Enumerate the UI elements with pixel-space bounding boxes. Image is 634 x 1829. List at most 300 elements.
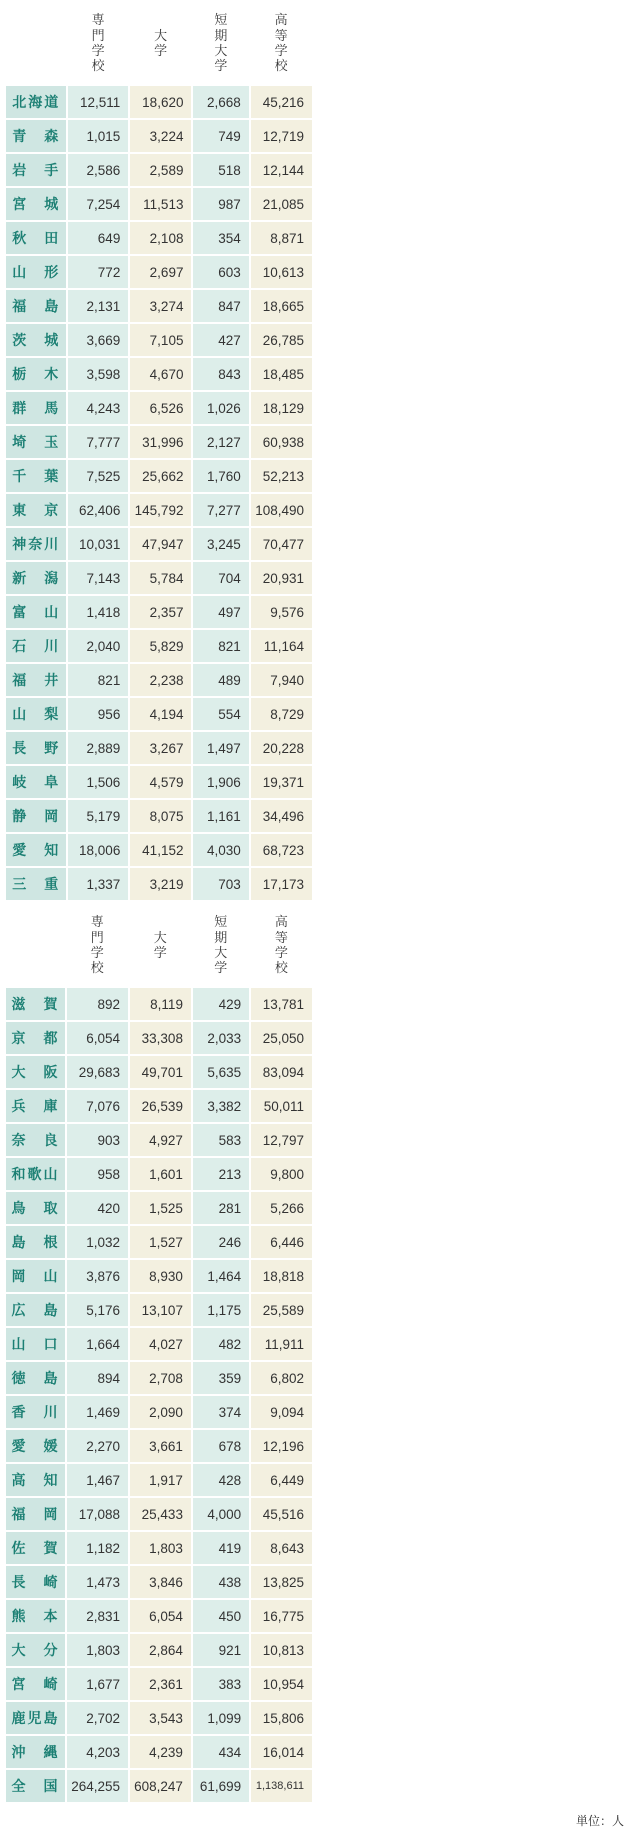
prefecture-label: 愛 知 — [6, 834, 66, 866]
cell-value: 11,513 — [130, 188, 191, 220]
cell-value: 5,176 — [67, 1294, 128, 1326]
prefecture-label: 長 野 — [6, 732, 66, 764]
table-row — [6, 1056, 312, 1088]
table-row — [6, 1668, 312, 1700]
cell-value: 383 — [193, 1668, 249, 1700]
cell-value: 6,802 — [251, 1362, 312, 1394]
cell-value: 3,661 — [130, 1430, 191, 1462]
table-row — [6, 1090, 312, 1122]
cell-value: 41,152 — [130, 834, 191, 866]
cell-value: 1,015 — [68, 120, 128, 152]
cell-value: 12,797 — [251, 1124, 312, 1156]
table-row — [6, 1226, 312, 1258]
header-corner-blank — [6, 2, 66, 84]
cell-value: 1,527 — [130, 1226, 191, 1258]
cell-value: 4,027 — [130, 1328, 191, 1360]
prefecture-label: 京 都 — [6, 1022, 65, 1054]
prefecture-label: 山 形 — [6, 256, 66, 288]
student-table-left — [4, 0, 314, 902]
cell-value: 3,267 — [130, 732, 191, 764]
cell-value: 13,825 — [251, 1566, 312, 1598]
cell-value: 15,806 — [251, 1702, 312, 1734]
prefecture-label: 鹿児島 — [6, 1702, 65, 1734]
cell-value: 16,014 — [251, 1736, 312, 1768]
prefecture-label: 群 馬 — [6, 392, 66, 424]
cell-value: 2,831 — [67, 1600, 128, 1632]
cell-value: 16,775 — [251, 1600, 312, 1632]
student-table-right — [4, 902, 314, 1804]
cell-value: 956 — [68, 698, 128, 730]
cell-value: 213 — [193, 1158, 249, 1190]
cell-value: 1,026 — [193, 392, 248, 424]
cell-value: 12,196 — [251, 1430, 312, 1462]
prefecture-label: 東 京 — [6, 494, 66, 526]
cell-value: 29,683 — [67, 1056, 128, 1088]
prefecture-label: 青 森 — [6, 120, 66, 152]
table-row — [6, 86, 312, 118]
cell-value: 4,203 — [67, 1736, 128, 1768]
cell-value: 25,662 — [130, 460, 191, 492]
table-row — [6, 1396, 312, 1428]
prefecture-label: 福 岡 — [6, 1498, 65, 1530]
prefecture-label: 全 国 — [6, 1770, 65, 1802]
cell-value: 9,576 — [251, 596, 312, 628]
cell-value: 5,635 — [193, 1056, 249, 1088]
cell-value: 1,175 — [193, 1294, 249, 1326]
table-row — [6, 1022, 312, 1054]
unit-note: 単位：人 — [575, 1814, 624, 1828]
cell-value: 7,076 — [67, 1090, 128, 1122]
cell-value: 25,589 — [251, 1294, 312, 1326]
table-row — [6, 154, 312, 186]
cell-value: 843 — [193, 358, 248, 390]
cell-value: 429 — [193, 988, 249, 1020]
cell-value: 6,054 — [130, 1600, 191, 1632]
cell-value: 4,030 — [193, 834, 248, 866]
cell-value: 50,011 — [251, 1090, 312, 1122]
prefecture-label: 岡 山 — [6, 1260, 65, 1292]
prefecture-label: 秋 田 — [6, 222, 66, 254]
cell-value: 6,054 — [67, 1022, 128, 1054]
table-row — [6, 256, 312, 288]
table-row — [6, 1702, 312, 1734]
cell-value: 1,506 — [68, 766, 128, 798]
cell-value: 678 — [193, 1430, 249, 1462]
cell-value: 19,371 — [251, 766, 312, 798]
table-row — [6, 460, 312, 492]
cell-value: 1,525 — [130, 1192, 191, 1224]
cell-value: 7,777 — [68, 426, 128, 458]
prefecture-label: 愛 媛 — [6, 1430, 65, 1462]
cell-value: 8,075 — [130, 800, 191, 832]
prefecture-label: 石 川 — [6, 630, 66, 662]
cell-value: 2,589 — [130, 154, 191, 186]
cell-value: 2,708 — [130, 1362, 191, 1394]
cell-value: 3,598 — [68, 358, 128, 390]
prefecture-label: 奈 良 — [6, 1124, 65, 1156]
cell-value: 21,085 — [251, 188, 312, 220]
cell-value: 4,239 — [130, 1736, 191, 1768]
cell-value: 68,723 — [251, 834, 312, 866]
cell-value: 3,876 — [67, 1260, 128, 1292]
header-col-2: 短期大学 — [193, 2, 248, 84]
cell-value: 704 — [193, 562, 248, 594]
cell-value: 7,254 — [68, 188, 128, 220]
table-row — [6, 1260, 312, 1292]
table-row — [6, 664, 312, 696]
cell-value: 1,473 — [67, 1566, 128, 1598]
prefecture-label: 島 根 — [6, 1226, 65, 1258]
table-row — [6, 988, 312, 1020]
cell-value: 25,433 — [130, 1498, 191, 1530]
cell-value: 7,105 — [130, 324, 191, 356]
prefecture-label: 岩 手 — [6, 154, 66, 186]
table-row — [6, 1192, 312, 1224]
prefecture-label: 熊 本 — [6, 1600, 65, 1632]
cell-value: 5,179 — [68, 800, 128, 832]
prefecture-label: 佐 賀 — [6, 1532, 65, 1564]
cell-value: 2,033 — [193, 1022, 249, 1054]
cell-value: 1,677 — [67, 1668, 128, 1700]
cell-value: 47,947 — [130, 528, 191, 560]
prefecture-label: 香 川 — [6, 1396, 65, 1428]
header-col-1: 大学 — [130, 904, 191, 986]
table-row — [6, 834, 312, 866]
cell-value: 4,579 — [130, 766, 191, 798]
table-row — [6, 732, 312, 764]
prefecture-label: 岐 阜 — [6, 766, 66, 798]
table-pane-left — [4, 0, 314, 902]
cell-value: 2,586 — [68, 154, 128, 186]
prefecture-label: 静 岡 — [6, 800, 66, 832]
prefecture-label: 新 潟 — [6, 562, 66, 594]
cell-value: 583 — [193, 1124, 249, 1156]
cell-value: 1,664 — [67, 1328, 128, 1360]
cell-value: 49,701 — [130, 1056, 191, 1088]
cell-value: 2,668 — [193, 86, 248, 118]
cell-value: 1,464 — [193, 1260, 249, 1292]
cell-value: 45,516 — [251, 1498, 312, 1530]
cell-value: 18,818 — [251, 1260, 312, 1292]
prefecture-label: 沖 縄 — [6, 1736, 65, 1768]
cell-value: 749 — [193, 120, 248, 152]
cell-value: 434 — [193, 1736, 249, 1768]
cell-value: 6,449 — [251, 1464, 312, 1496]
table-row — [6, 1600, 312, 1632]
cell-value: 3,245 — [193, 528, 248, 560]
cell-value: 7,277 — [193, 494, 248, 526]
cell-value: 1,917 — [130, 1464, 191, 1496]
prefecture-label: 福 井 — [6, 664, 66, 696]
table-row — [6, 120, 312, 152]
cell-value: 450 — [193, 1600, 249, 1632]
cell-value: 60,938 — [251, 426, 312, 458]
cell-value: 17,173 — [251, 868, 312, 900]
cell-value: 892 — [67, 988, 128, 1020]
cell-value: 821 — [68, 664, 128, 696]
cell-value: 1,032 — [67, 1226, 128, 1258]
cell-value: 6,526 — [130, 392, 191, 424]
cell-value: 10,613 — [251, 256, 312, 288]
cell-value: 2,238 — [130, 664, 191, 696]
table-row — [6, 494, 312, 526]
cell-value: 3,543 — [130, 1702, 191, 1734]
header-corner-blank — [6, 904, 65, 986]
cell-value: 428 — [193, 1464, 249, 1496]
table-row — [6, 1634, 312, 1666]
cell-value: 2,357 — [130, 596, 191, 628]
table-row — [6, 868, 312, 900]
header-col-0: 専門学校 — [68, 2, 128, 84]
cell-value: 2,090 — [130, 1396, 191, 1428]
table-pane-right — [4, 902, 314, 1804]
cell-value: 45,216 — [251, 86, 312, 118]
table-row — [6, 766, 312, 798]
cell-value: 8,871 — [251, 222, 312, 254]
cell-value: 2,131 — [68, 290, 128, 322]
cell-value: 438 — [193, 1566, 249, 1598]
cell-value: 5,266 — [251, 1192, 312, 1224]
table-row — [6, 358, 312, 390]
cell-value: 2,702 — [67, 1702, 128, 1734]
cell-value: 3,846 — [130, 1566, 191, 1598]
cell-value: 33,308 — [130, 1022, 191, 1054]
cell-value: 18,485 — [251, 358, 312, 390]
cell-value: 554 — [193, 698, 248, 730]
cell-value: 1,138,611 — [251, 1770, 312, 1802]
cell-value: 3,219 — [130, 868, 191, 900]
cell-value: 2,361 — [130, 1668, 191, 1700]
cell-value: 3,669 — [68, 324, 128, 356]
cell-value: 4,194 — [130, 698, 191, 730]
cell-value: 847 — [193, 290, 248, 322]
table-row — [6, 1362, 312, 1394]
table-row — [6, 800, 312, 832]
cell-value: 246 — [193, 1226, 249, 1258]
cell-value: 3,274 — [130, 290, 191, 322]
table-row — [6, 222, 312, 254]
cell-value: 958 — [67, 1158, 128, 1190]
cell-value: 25,050 — [251, 1022, 312, 1054]
prefecture-label: 山 梨 — [6, 698, 66, 730]
cell-value: 921 — [193, 1634, 249, 1666]
cell-value: 497 — [193, 596, 248, 628]
cell-value: 8,729 — [251, 698, 312, 730]
cell-value: 5,829 — [130, 630, 191, 662]
prefecture-label: 広 島 — [6, 1294, 65, 1326]
table-row — [6, 1498, 312, 1530]
cell-value: 52,213 — [251, 460, 312, 492]
table-header-row — [6, 2, 312, 84]
cell-value: 83,094 — [251, 1056, 312, 1088]
cell-value: 2,697 — [130, 256, 191, 288]
table-row — [6, 1124, 312, 1156]
prefecture-label: 北海道 — [6, 86, 66, 118]
cell-value: 1,469 — [67, 1396, 128, 1428]
cell-value: 18,129 — [251, 392, 312, 424]
cell-value: 703 — [193, 868, 248, 900]
table-row — [6, 426, 312, 458]
cell-value: 1,601 — [130, 1158, 191, 1190]
table-row — [6, 290, 312, 322]
header-col-3: 高等学校 — [251, 904, 312, 986]
prefecture-label: 千 葉 — [6, 460, 66, 492]
cell-value: 7,525 — [68, 460, 128, 492]
cell-value: 1,467 — [67, 1464, 128, 1496]
table-header-row — [6, 904, 312, 986]
prefecture-label: 栃 木 — [6, 358, 66, 390]
header-col-3: 高等学校 — [251, 2, 312, 84]
table-row — [6, 1532, 312, 1564]
cell-value: 3,224 — [130, 120, 191, 152]
cell-value: 8,643 — [251, 1532, 312, 1564]
cell-value: 34,496 — [251, 800, 312, 832]
cell-value: 1,803 — [130, 1532, 191, 1564]
cell-value: 1,337 — [68, 868, 128, 900]
prefecture-label: 福 島 — [6, 290, 66, 322]
table-row — [6, 1464, 312, 1496]
cell-value: 18,620 — [130, 86, 191, 118]
cell-value: 374 — [193, 1396, 249, 1428]
prefecture-label: 茨 城 — [6, 324, 66, 356]
cell-value: 1,182 — [67, 1532, 128, 1564]
table-row — [6, 1158, 312, 1190]
cell-value: 7,940 — [251, 664, 312, 696]
cell-value: 2,108 — [130, 222, 191, 254]
cell-value: 4,243 — [68, 392, 128, 424]
table-row — [6, 1430, 312, 1462]
cell-value: 11,164 — [251, 630, 312, 662]
cell-value: 2,127 — [193, 426, 248, 458]
cell-value: 354 — [193, 222, 248, 254]
prefecture-label: 宮 崎 — [6, 1668, 65, 1700]
header-col-1: 大学 — [130, 2, 191, 84]
cell-value: 1,497 — [193, 732, 248, 764]
cell-value: 10,813 — [251, 1634, 312, 1666]
table-row — [6, 1566, 312, 1598]
table-row — [6, 698, 312, 730]
table-row — [6, 630, 312, 662]
table-row — [6, 1294, 312, 1326]
cell-value: 4,670 — [130, 358, 191, 390]
cell-value: 264,255 — [67, 1770, 128, 1802]
cell-value: 8,930 — [130, 1260, 191, 1292]
cell-value: 11,911 — [251, 1328, 312, 1360]
cell-value: 489 — [193, 664, 248, 696]
cell-value: 70,477 — [251, 528, 312, 560]
cell-value: 13,781 — [251, 988, 312, 1020]
cell-value: 427 — [193, 324, 248, 356]
cell-value: 5,784 — [130, 562, 191, 594]
cell-value: 772 — [68, 256, 128, 288]
prefecture-label: 神奈川 — [6, 528, 66, 560]
prefecture-label: 鳥 取 — [6, 1192, 65, 1224]
prefecture-label: 山 口 — [6, 1328, 65, 1360]
cell-value: 13,107 — [130, 1294, 191, 1326]
cell-value: 8,119 — [130, 988, 191, 1020]
cell-value: 821 — [193, 630, 248, 662]
prefecture-label: 大 分 — [6, 1634, 65, 1666]
prefecture-label: 徳 島 — [6, 1362, 65, 1394]
prefecture-label: 大 阪 — [6, 1056, 65, 1088]
table-row — [6, 324, 312, 356]
cell-value: 18,006 — [68, 834, 128, 866]
cell-value: 20,931 — [251, 562, 312, 594]
cell-value: 31,996 — [130, 426, 191, 458]
table-row — [6, 596, 312, 628]
cell-value: 608,247 — [130, 1770, 191, 1802]
cell-value: 10,954 — [251, 1668, 312, 1700]
cell-value: 2,270 — [67, 1430, 128, 1462]
prefecture-label: 兵 庫 — [6, 1090, 65, 1122]
cell-value: 61,699 — [193, 1770, 249, 1802]
cell-value: 281 — [193, 1192, 249, 1224]
cell-value: 419 — [193, 1532, 249, 1564]
cell-value: 108,490 — [251, 494, 312, 526]
prefecture-label: 宮 城 — [6, 188, 66, 220]
cell-value: 12,144 — [251, 154, 312, 186]
cell-value: 518 — [193, 154, 248, 186]
cell-value: 359 — [193, 1362, 249, 1394]
table-row — [6, 1736, 312, 1768]
cell-value: 1,418 — [68, 596, 128, 628]
prefecture-label: 高 知 — [6, 1464, 65, 1496]
cell-value: 1,760 — [193, 460, 248, 492]
table-row — [6, 1328, 312, 1360]
cell-value: 12,719 — [251, 120, 312, 152]
cell-value: 987 — [193, 188, 248, 220]
cell-value: 20,228 — [251, 732, 312, 764]
prefecture-label: 三 重 — [6, 868, 66, 900]
cell-value: 1,161 — [193, 800, 248, 832]
table-row — [6, 392, 312, 424]
cell-value: 18,665 — [251, 290, 312, 322]
cell-value: 3,382 — [193, 1090, 249, 1122]
cell-value: 6,446 — [251, 1226, 312, 1258]
table-row — [6, 528, 312, 560]
cell-value: 894 — [67, 1362, 128, 1394]
cell-value: 26,785 — [251, 324, 312, 356]
cell-value: 2,040 — [68, 630, 128, 662]
cell-value: 1,803 — [67, 1634, 128, 1666]
cell-value: 10,031 — [68, 528, 128, 560]
cell-value: 9,800 — [251, 1158, 312, 1190]
cell-value: 420 — [67, 1192, 128, 1224]
table-row — [6, 1770, 312, 1802]
prefecture-label: 富 山 — [6, 596, 66, 628]
table-row — [6, 188, 312, 220]
cell-value: 26,539 — [130, 1090, 191, 1122]
cell-value: 2,864 — [130, 1634, 191, 1666]
cell-value: 4,927 — [130, 1124, 191, 1156]
cell-value: 145,792 — [130, 494, 191, 526]
cell-value: 1,099 — [193, 1702, 249, 1734]
cell-value: 7,143 — [68, 562, 128, 594]
cell-value: 2,889 — [68, 732, 128, 764]
cell-value: 482 — [193, 1328, 249, 1360]
cell-value: 17,088 — [67, 1498, 128, 1530]
cell-value: 9,094 — [251, 1396, 312, 1428]
cell-value: 1,906 — [193, 766, 248, 798]
cell-value: 649 — [68, 222, 128, 254]
cell-value: 903 — [67, 1124, 128, 1156]
header-col-0: 専門学校 — [67, 904, 128, 986]
cell-value: 4,000 — [193, 1498, 249, 1530]
prefecture-label: 和歌山 — [6, 1158, 65, 1190]
cell-value: 62,406 — [68, 494, 128, 526]
prefecture-label: 長 崎 — [6, 1566, 65, 1598]
cell-value: 603 — [193, 256, 248, 288]
